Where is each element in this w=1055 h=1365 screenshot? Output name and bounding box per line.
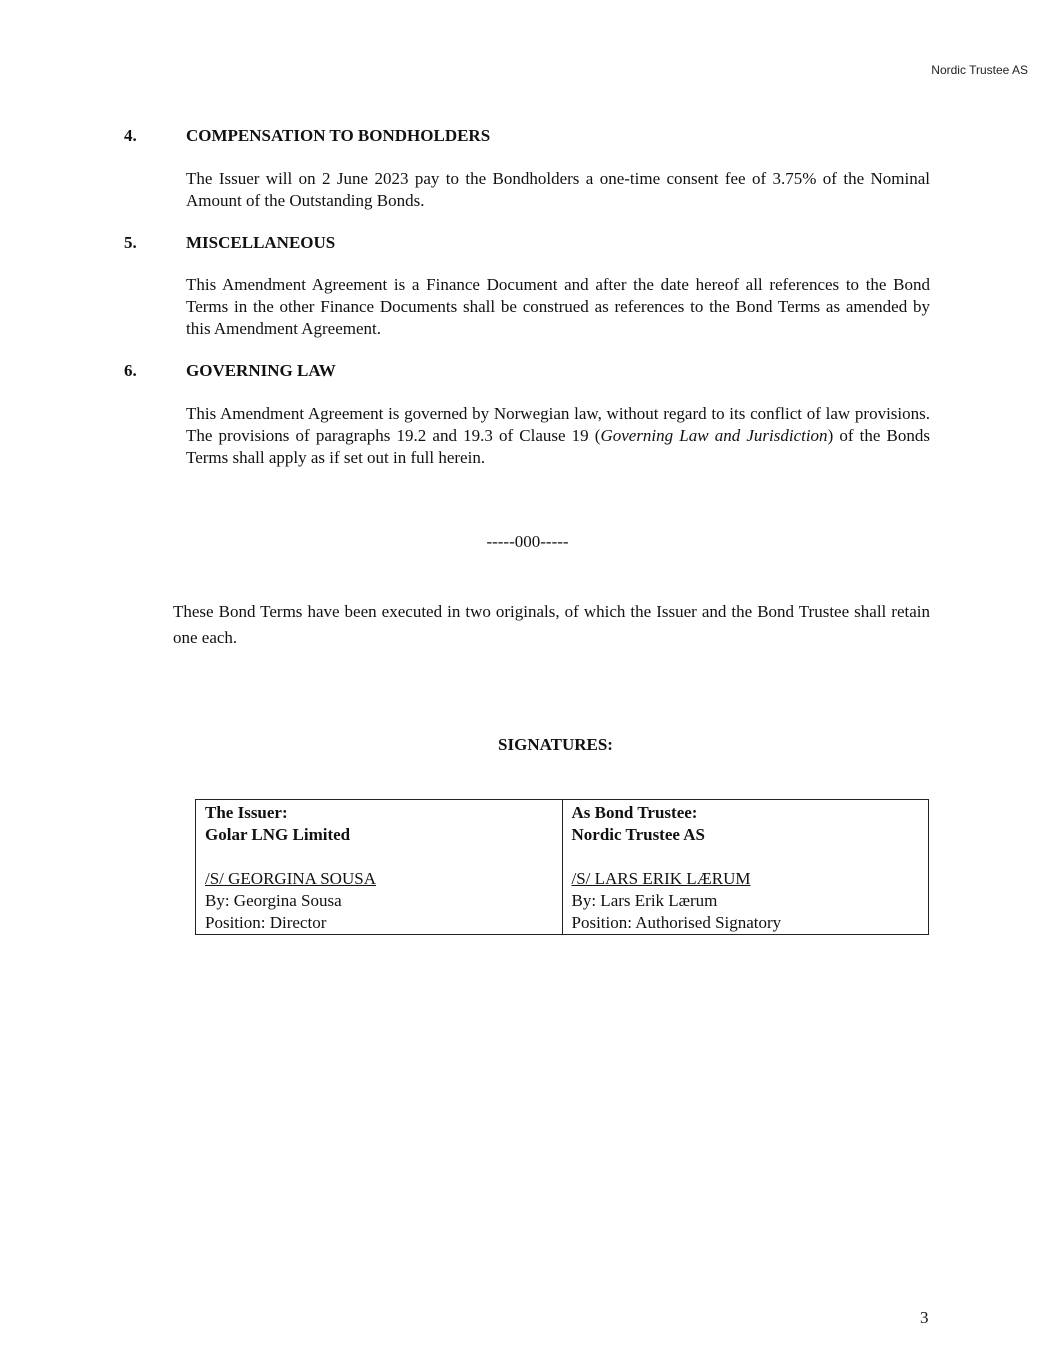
page-number: 3 [920,1308,929,1327]
section-number: 4. [124,126,137,145]
trustee-signature: /S/ LARS ERIK LÆRUM [571,869,751,888]
issuer-entity: Golar LNG Limited [205,825,351,844]
section-title: MISCELLANEOUS [186,233,336,252]
header-company-name: Nordic Trustee AS [931,63,1028,77]
trustee-signatory-position: Position: Authorised Signatory [571,913,782,932]
section-number: 5. [124,233,137,252]
body-italic-text: Governing Law and Jurisdiction [600,426,828,445]
trustee-entity: Nordic Trustee AS [571,825,705,844]
spacer [205,846,553,868]
signature-table [195,799,929,935]
spacer [572,846,920,868]
trustee-signatory-name: By: Lars Erik Lærum [571,891,718,910]
body-text: This Amendment Agreement is governed by Norwegian law, without regard to its conflict of law provisions. The provisions of paragraphs 19.2 and 19.3 of Clause 19 ( [186,404,930,445]
body-text: ) of the Bonds Terms shall apply as if set out in full herein. [186,426,931,467]
trustee-role: As Bond Trustee: [571,803,698,822]
section-body: This Amendment Agreement is a Finance Document and after the date hereof all references to the Bond Terms in the other Finance Documents shall be construed as references to the Bond Terms as amended by this Amendment Agreement. [186,275,930,338]
section-number: 6. [124,361,137,380]
issuer-role: The Issuer: [205,803,288,822]
closing-statement: These Bond Terms have been executed in two originals, of which the Issuer and the Bond Trustee shall retain one each. [173,602,930,647]
issuer-signature: /S/ GEORGINA SOUSA [205,869,376,888]
issuer-signatory-position: Position: Director [205,913,327,932]
section-body: The Issuer will on 2 June 2023 pay to the Bondholders a one-time consent fee of 3.75% of the Nominal Amount of the Outstanding Bonds. [186,169,930,210]
issuer-signatory-name: By: Georgina Sousa [205,891,342,910]
section-body [186,403,930,469]
section-title: GOVERNING LAW [186,361,336,380]
issuer-signature-block [196,800,563,935]
section-title: COMPENSATION TO BONDHOLDERS [186,126,491,145]
section-divider: -----000----- [486,532,569,551]
signatures-heading: SIGNATURES: [498,735,613,754]
trustee-signature-block [562,800,929,935]
